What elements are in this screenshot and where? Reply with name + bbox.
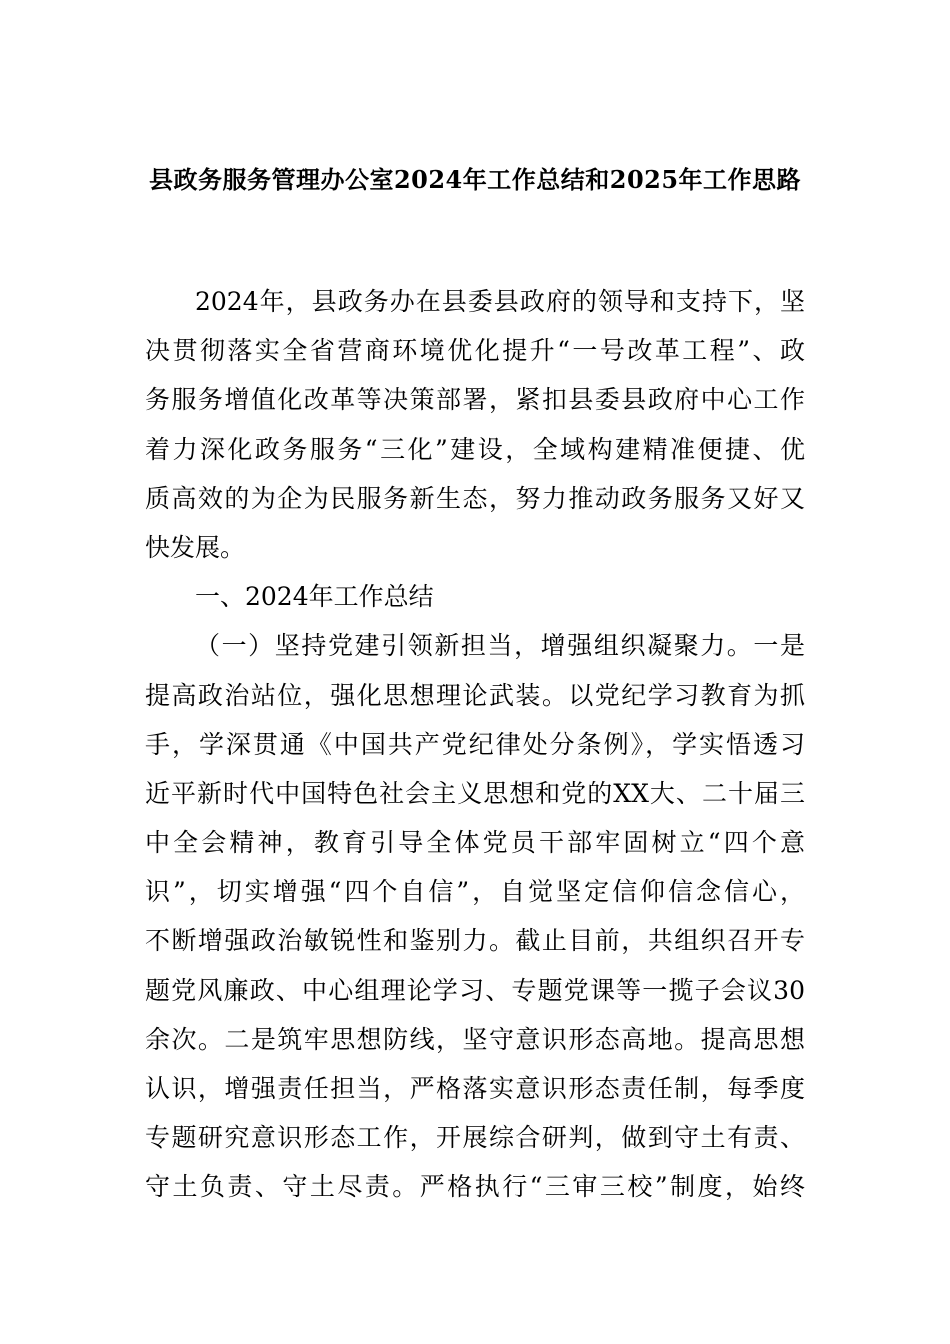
text-line: 一、2024年工作总结 [195, 582, 434, 612]
text-line: 题党风廉政、中心组理论学习、专题党课等一揽子会议30 [145, 975, 805, 1005]
text-line: 决贯彻落实全省营商环境优化提升“一号改革工程”、政 [145, 336, 805, 366]
text-line: （一）坚持党建引领新担当，增强组织凝聚力。一是 [195, 631, 805, 661]
text-line: 务服务增值化改革等决策部署，紧扣县委县政府中心工作 [145, 385, 805, 415]
text-line: 认识，增强责任担当，严格落实意识形态责任制，每季度 [145, 1074, 805, 1103]
text-line: 中全会精神，教育引导全体党员干部牢固树立“四个意 [145, 828, 805, 858]
document-title: 县政务服务管理办公室2024年工作总结和2025年工作思路 [148, 165, 802, 194]
text-line: 快发展。 [145, 532, 246, 562]
text-line: 着力深化政务服务“三化”建设，全域构建精准便捷、优 [145, 434, 805, 464]
text-line: 不断增强政治敏锐性和鉴别力。截止目前，共组织召开专 [145, 926, 805, 956]
text-line: 守土负责、守土尽责。严格执行“三审三校”制度，始终 [145, 1172, 805, 1202]
text-line: 手，学深贯通《中国共产党纪律处分条例》，学实悟透习 [145, 729, 805, 759]
text-line: 专题研究意识形态工作，开展综合研判，做到守土有责、 [145, 1123, 805, 1153]
text-line: 提高政治站位，强化思想理论武装。以党纪学习教育为抓 [145, 680, 805, 710]
text-line: 识”，切实增强“四个自信”，自觉坚定信仰信念信心， [145, 877, 805, 907]
document-body [145, 277, 805, 1212]
text-line: 余次。二是筑牢思想防线，坚守意识形态高地。提高思想 [145, 1024, 805, 1054]
text-line: 近平新时代中国特色社会主义思想和党的XX大、二十届三 [145, 778, 805, 808]
text-line: 2024年，县政务办在县委县政府的领导和支持下，坚 [195, 287, 805, 316]
text-line: 质高效的为企为民服务新生态，努力推动政务服务又好又 [145, 483, 805, 513]
